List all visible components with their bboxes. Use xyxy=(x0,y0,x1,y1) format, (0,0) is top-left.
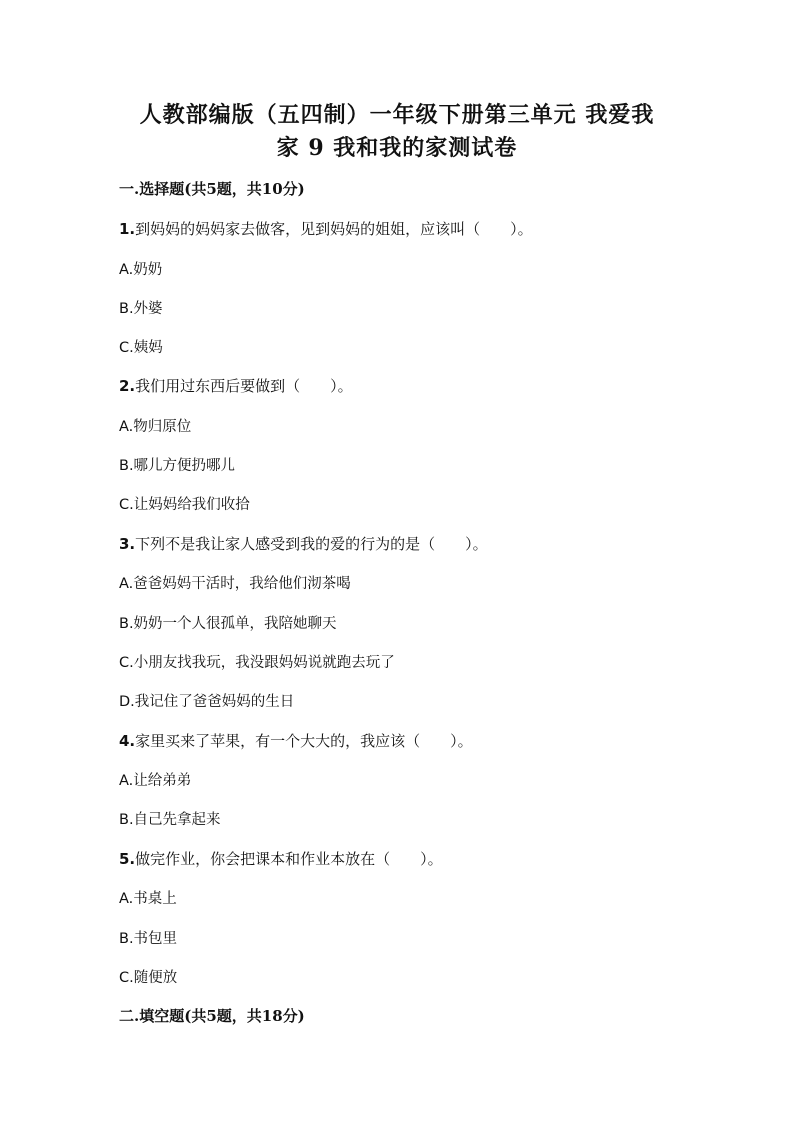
question-text: 下列不是我让家人感受到我的爱的行为的是（ ）。 xyxy=(135,535,488,553)
option-2b: B.哪儿方便扔哪儿 xyxy=(119,458,236,474)
question-number: 3. xyxy=(119,535,136,553)
question-text: 我们用过东西后要做到（ ）。 xyxy=(135,377,353,395)
question-number: 4. xyxy=(119,732,136,750)
section-heading-choice: 一.选择题(共5题，共10分) xyxy=(119,180,305,198)
option-1a: A.奶奶 xyxy=(119,262,163,278)
option-5a: A.书桌上 xyxy=(119,891,177,907)
option-4b: B.自己先拿起来 xyxy=(119,812,221,828)
question-number: 1. xyxy=(119,220,136,238)
title-line-1: 人教部编版（五四制）一年级下册第三单元 我爱我 xyxy=(139,102,655,128)
option-1b: B.外婆 xyxy=(119,301,163,317)
option-5b: B.书包里 xyxy=(119,931,178,947)
question-text: 家里买来了苹果，有一个大大的，我应该（ ）。 xyxy=(135,732,473,750)
option-2a: A.物归原位 xyxy=(119,419,192,435)
question-text: 做完作业，你会把课本和作业本放在（ ）。 xyxy=(135,850,443,868)
question-3 xyxy=(119,533,488,554)
option-1c: C.姨妈 xyxy=(119,340,163,356)
question-1 xyxy=(119,218,533,239)
option-4a: A.让给弟弟 xyxy=(119,773,192,789)
question-2 xyxy=(119,375,353,396)
section-heading-fill-in: 二.填空题(共5题，共18分) xyxy=(119,1007,305,1025)
option-3b: B.奶奶一个人很孤单，我陪她聊天 xyxy=(119,616,337,632)
title-line-2: 家 9 我和我的家测试卷 xyxy=(276,135,518,161)
option-3c: C.小朋友找我玩，我没跟妈妈说就跑去玩了 xyxy=(119,655,395,671)
option-5c: C.随便放 xyxy=(119,970,178,986)
question-text: 到妈妈的妈妈家去做客，见到妈妈的姐姐，应该叫（ ）。 xyxy=(135,220,533,238)
question-number: 5. xyxy=(119,850,136,868)
option-3d: D.我记住了爸爸妈妈的生日 xyxy=(119,694,295,710)
option-3a: A.爸爸妈妈干活时，我给他们沏茶喝 xyxy=(119,576,351,592)
question-number: 2. xyxy=(119,377,136,395)
question-5 xyxy=(119,848,443,869)
option-2c: C.让妈妈给我们收拾 xyxy=(119,497,250,513)
question-4 xyxy=(119,730,473,751)
